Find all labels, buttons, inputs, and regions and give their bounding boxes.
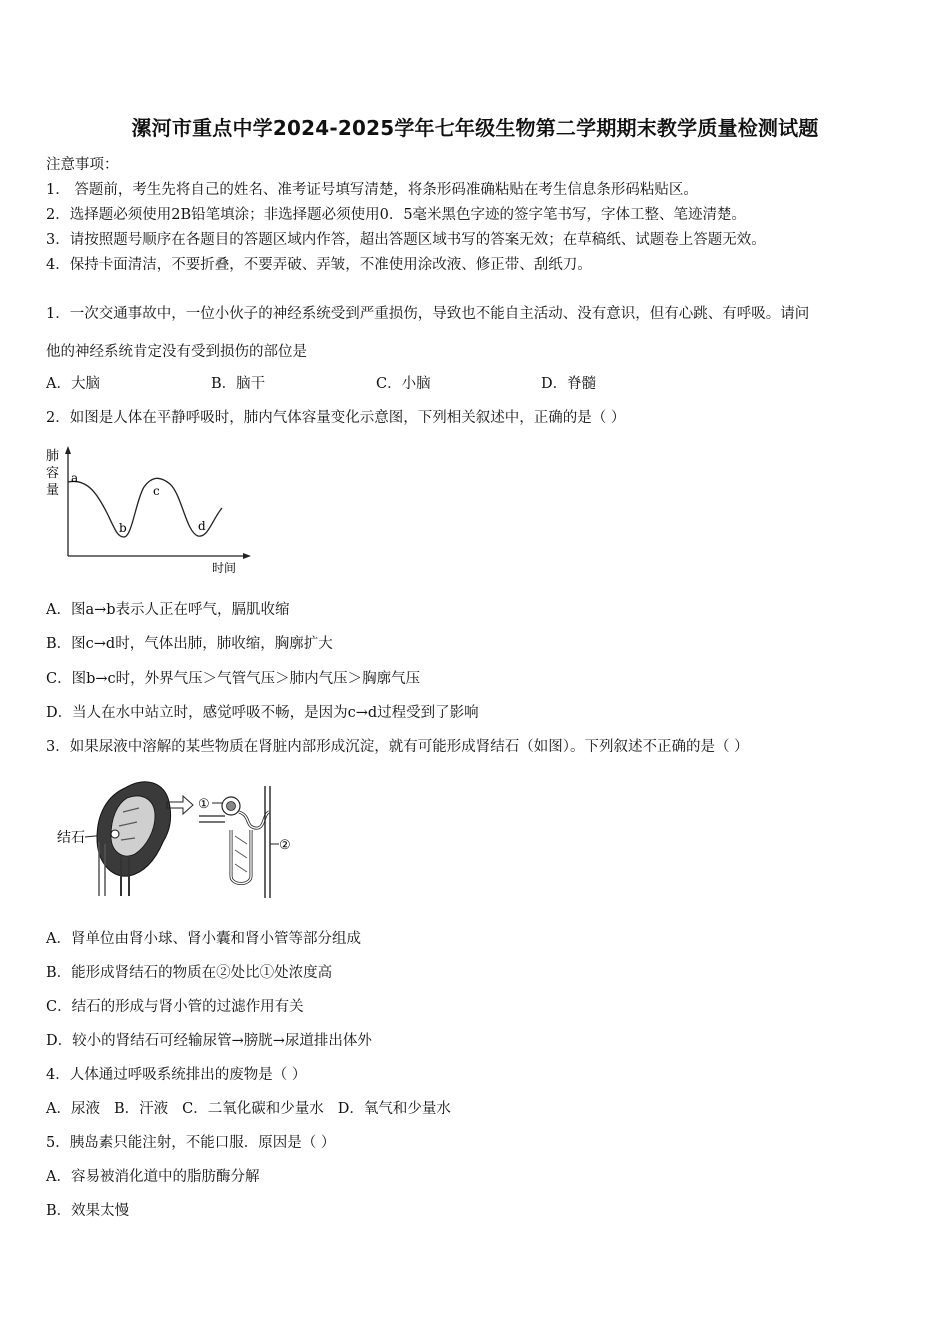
capillary-network [235, 836, 247, 872]
graph-ylabel-char: 肺 [46, 449, 60, 464]
kidney-nephron-figure [55, 772, 300, 902]
graph-x-arrow [243, 553, 251, 559]
nephron-marker-1: ① [198, 797, 210, 812]
q4-option-b: B．汗液 [113, 1101, 169, 1117]
curve-point-b: b [119, 521, 127, 535]
q4-option-d: D．氧气和少量水 [337, 1101, 451, 1117]
q3-option-b: B．能形成肾结石的物质在②处比①处浓度高 [46, 965, 333, 981]
q1-stem-line1: 1．一次交通事故中，一位小伙子的神经系统受到严重损伤，导致也不能自主活动、没有意识，但有心跳、有呼吸。请问 [46, 306, 810, 322]
arterioles [199, 816, 225, 822]
q2-option-c: C．图b→c时，外界气压＞气管气压＞肺内气压＞胸廓气压 [46, 671, 421, 687]
q5-option-a: A．容易被消化道中的脂肪酶分解 [46, 1169, 260, 1185]
graph-ylabel-char: 容 [46, 466, 60, 481]
q4-option-a: A．尿液 [46, 1101, 100, 1117]
graph-xlabel: 时间 [212, 561, 237, 575]
q1-stem-line2: 他的神经系统肯定没有受到损伤的部位是 [46, 344, 307, 360]
notice-item: 1． 答题前，考生先将自己的姓名、准考证号填写清楚，将条形码准确粘贴在考生信息条形码粘贴区。 [46, 182, 698, 198]
q3-stem: 3．如果尿液中溶解的某些物质在肾脏内部形成沉淀，就有可能形成肾结石（如图）。下列叙述不正确的是（ ） [46, 739, 749, 755]
q2-option-b: B．图c→d时，气体出肺，肺收缩，胸廓扩大 [46, 636, 333, 652]
curve-point-d: d [198, 519, 206, 533]
graph-ylabel-char: 量 [46, 483, 60, 498]
zoom-arrow [167, 796, 193, 814]
q5-option-b: B．效果太慢 [46, 1203, 130, 1219]
page-title: 漯河市重点中学2024-2025学年七年级生物第二学期期末教学质量检测试题 [131, 116, 819, 140]
q3-option-c: C．结石的形成与肾小管的过滤作用有关 [46, 999, 304, 1015]
kidney-stone [111, 830, 119, 838]
kidney-stone-label: 结石 [57, 830, 85, 846]
q1-option-d: D．脊髓 [541, 376, 597, 392]
glomerulus-core [227, 802, 236, 811]
q4-option-c: C．二氧化碳和少量水 [182, 1101, 324, 1117]
nephron-marker-2: ② [279, 838, 291, 853]
q2-option-d: D．当人在水中站立时，感觉呼吸不畅，是因为c→d过程受到了影响 [46, 705, 479, 721]
loop-of-henle-lumen [231, 830, 251, 884]
notice-heading: 注意事项： [46, 157, 119, 173]
notice-item: 4．保持卡面清洁，不要折叠，不要弄破、弄皱，不准使用涂改液、修正带、刮纸刀。 [46, 257, 592, 273]
q1-option-c: C．小脑 [376, 376, 431, 392]
curve-point-a: a [71, 471, 79, 485]
notice-item: 3．请按照题号顺序在各题目的答题区域内作答，超出答题区域书写的答案无效；在草稿纸、试题卷上答题无效。 [46, 232, 766, 248]
graph-y-arrow [65, 446, 71, 454]
q2-option-a: A．图a→b表示人正在呼气，膈肌收缩 [46, 602, 290, 618]
q3-option-a: A．肾单位由肾小球、肾小囊和肾小管等部分组成 [46, 931, 361, 947]
q1-option-a: A．大脑 [46, 376, 100, 392]
notice-item: 2．选择题必须使用2B铅笔填涂；非选择题必须使用0．5毫米黑色字迹的签字笔书写，字体工整、笔迹清楚。 [46, 207, 747, 223]
q3-option-d: D．较小的肾结石可经输尿管→膀胱→尿道排出体外 [46, 1033, 372, 1049]
lung-volume-graph [40, 440, 255, 580]
q1-option-b: B．脑干 [211, 376, 266, 392]
curve-point-c: c [153, 484, 160, 498]
q1-options [46, 372, 596, 393]
q5-stem: 5．胰岛素只能注射，不能口服．原因是（ ） [46, 1135, 336, 1151]
q2-stem: 2．如图是人体在平静呼吸时，肺内气体容量变化示意图，下列相关叙述中，正确的是（ ） [46, 410, 626, 426]
q4-stem: 4．人体通过呼吸系统排出的废物是（ ） [46, 1067, 307, 1083]
q4-options [46, 1097, 451, 1118]
loop-of-henle [231, 830, 251, 884]
